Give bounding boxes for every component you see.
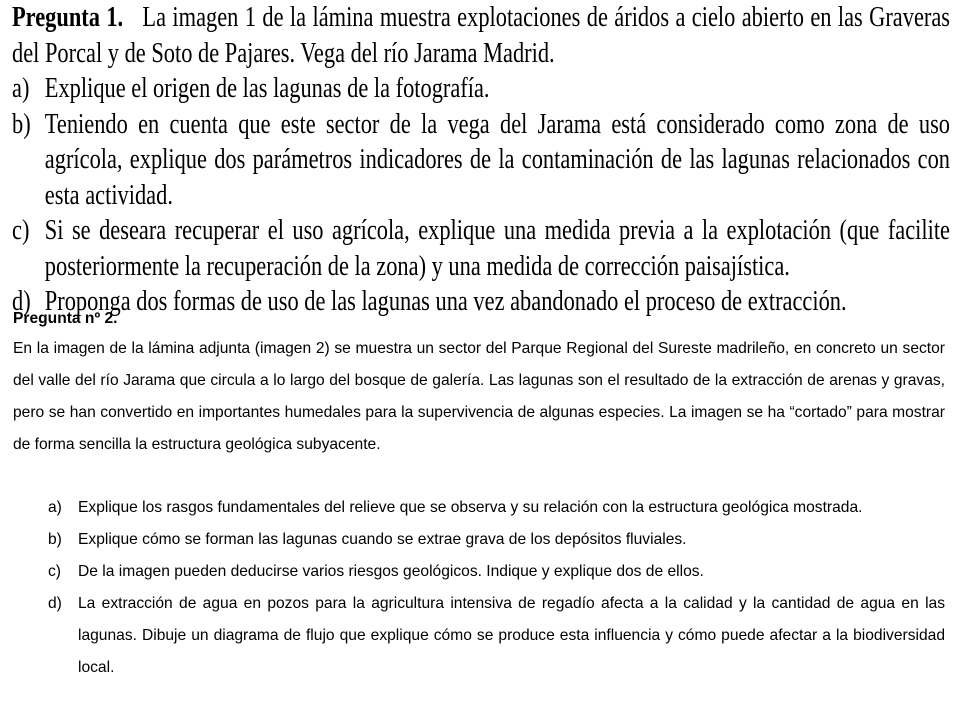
item-text: La extracción de agua en pozos para la agricultura intensiva de regadío afecta a la calidad y la cantidad de agua en las lagunas. Dibuje un diagrama de flujo que explique cómo se produce esta influencia y cómo puede afectar a la biodiversidad local. [78,595,945,676]
item-text: De la imagen pueden deducirse varios riesgos geológicos. Indique y explique dos de ellos. [78,563,704,580]
question-2-intro: En la imagen de la lámina adjunta (imagen 2) se muestra un sector del Parque Regional del Sureste madrileño, en concreto un sector del valle del río Jarama que circula a lo largo del bosque de galería. Las lagunas son el resultado de la extracción de arenas y gravas, pero se han convertido en importantes humedales para la supervivencia de algunas especies. La imagen se ha “cortado” para mostrar de forma sencilla la estructura geológica subyacente. [13,340,945,453]
item-label: d) [48,595,62,612]
item-text: Explique los rasgos fundamentales del relieve que se observa y su relación con la estructura geológica mostrada. [78,499,863,516]
item-text: Explique cómo se forman las lagunas cuando se extrae grava de los depósitos fluviales. [78,531,687,548]
question-2-item-b [48,524,945,556]
item-text: Si se deseara recuperar el uso agrícola, explique una medida previa a la explotación (que facilite posteriormente la recuperación de la zona) y una medida de corrección paisajística. [44,215,951,282]
item-label: c) [48,563,61,580]
question-2-items [48,492,945,684]
item-label: b) [48,531,62,548]
item-label: a) [12,73,30,104]
question-2-title: Pregunta nº 2. [13,310,118,327]
item-label: d) [12,286,31,317]
question-2-item-a [48,492,945,524]
question-1-title: Pregunta 1. [12,2,124,33]
question-2-item-d [48,588,945,684]
question-1-intro [12,0,950,71]
question-2-item-c [48,556,945,588]
item-label: c) [12,215,30,246]
item-label: a) [48,499,62,516]
question-1-item-b [12,107,950,214]
question-2 [13,305,945,676]
question-1 [12,0,950,320]
item-text: Explique el origen de las lagunas de la fotografía. [44,73,490,104]
question-1-item-c [12,213,950,284]
question-1-body [12,0,950,320]
question-1-item-a [12,71,950,107]
item-label: b) [12,108,31,140]
item-text: Teniendo en cuenta que este sector de la vega del Jarama está considerado como zona de uso agrícola, explique dos parámetros indicadores de la contaminación de las lagunas relacionados con esta actividad. [44,108,951,211]
question-1-intro-text: La imagen 1 de la lámina muestra explotaciones de áridos a cielo abierto en las Graveras del Porcal y de Soto de Pajares. Vega del río Jarama Madrid. [12,2,951,69]
item-text: Proponga dos formas de uso de las lagunas una vez abandonado el proceso de extracción. [44,286,847,317]
